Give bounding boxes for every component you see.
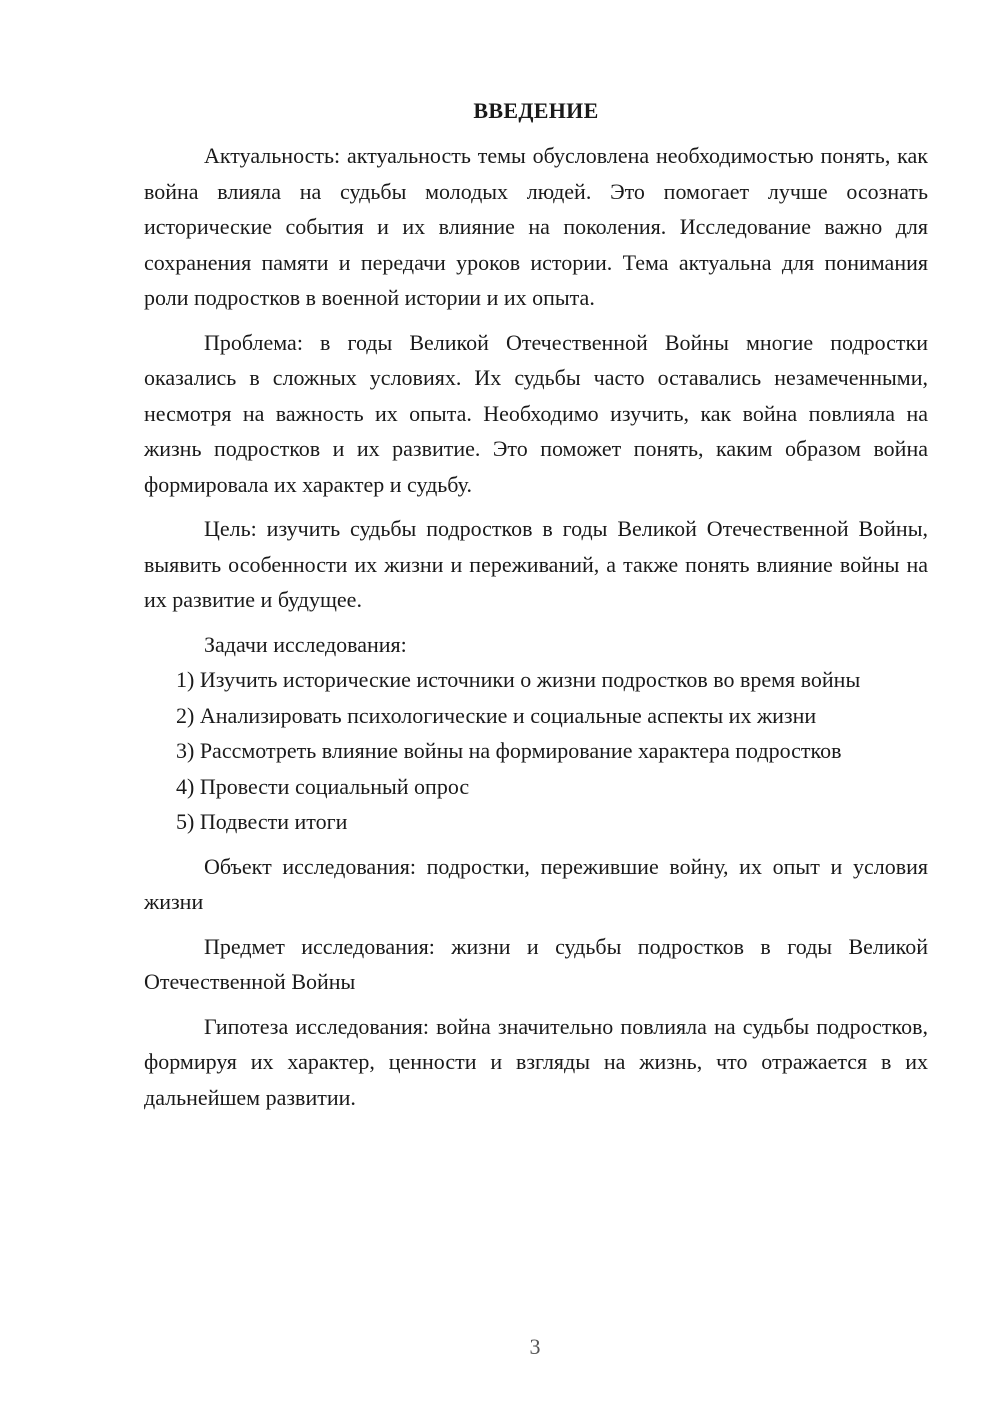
page-number: 3 — [529, 1334, 541, 1359]
paragraph-goal: Цель: изучить судьбы подростков в годы Великой Отечественной Войны, выявить особенности их жизни и переживаний, а также понять влияние войны на их развитие и будущее. — [144, 516, 928, 612]
list-item: 1) Изучить исторические источники о жизни подростков во время войны — [176, 667, 861, 692]
paragraph-relevance: Актуальность: актуальность темы обусловлена необходимостью понять, как война влияла на судьбы молодых людей. Это помогает лучше осознать исторические события и их влияние на поколения. Исследование важно для сохранения памяти и передачи уроков истории. Тема актуальна для понимания роли подростков в военной истории и их опыта. — [144, 143, 928, 310]
paragraph-hypothesis: Гипотеза исследования: война значительно повлияла на судьбы подростков, формируя их характер, ценности и взгляды на жизнь, что отражается в их дальнейшем развитии. — [144, 1013, 928, 1110]
paragraph-tasks-heading: Задачи исследования: — [204, 631, 407, 657]
list-item: 5) Подвести итоги — [176, 809, 348, 834]
paragraph-problem: Проблема: в годы Великой Отечественной Войны многие подростки оказались в сложных условиях. Их судьбы часто оставались незамеченными, несмотря на важность их опыта. Необходимо изучить, как война повлияла на жизнь подростков и их развитие. Это поможет понять, каким образом война формировала их характер и судьбу. — [144, 329, 928, 497]
paragraph-object: Объект исследования: подростки, пережившие войну, их опыт и условия жизни — [144, 853, 928, 914]
paragraph-subject: Предмет исследования: жизни и судьбы подростков в годы Великой Отечественной Войны — [144, 933, 928, 994]
tasks-list — [144, 662, 928, 840]
list-item: 2) Анализировать психологические и социальные аспекты их жизни — [176, 702, 817, 728]
page-content — [144, 96, 928, 1115]
list-item: 4) Провести социальный опрос — [176, 773, 470, 799]
list-item: 3) Рассмотреть влияние войны на формирование характера подростков — [176, 738, 842, 763]
page-title: ВВЕДЕНИЕ — [473, 98, 599, 123]
